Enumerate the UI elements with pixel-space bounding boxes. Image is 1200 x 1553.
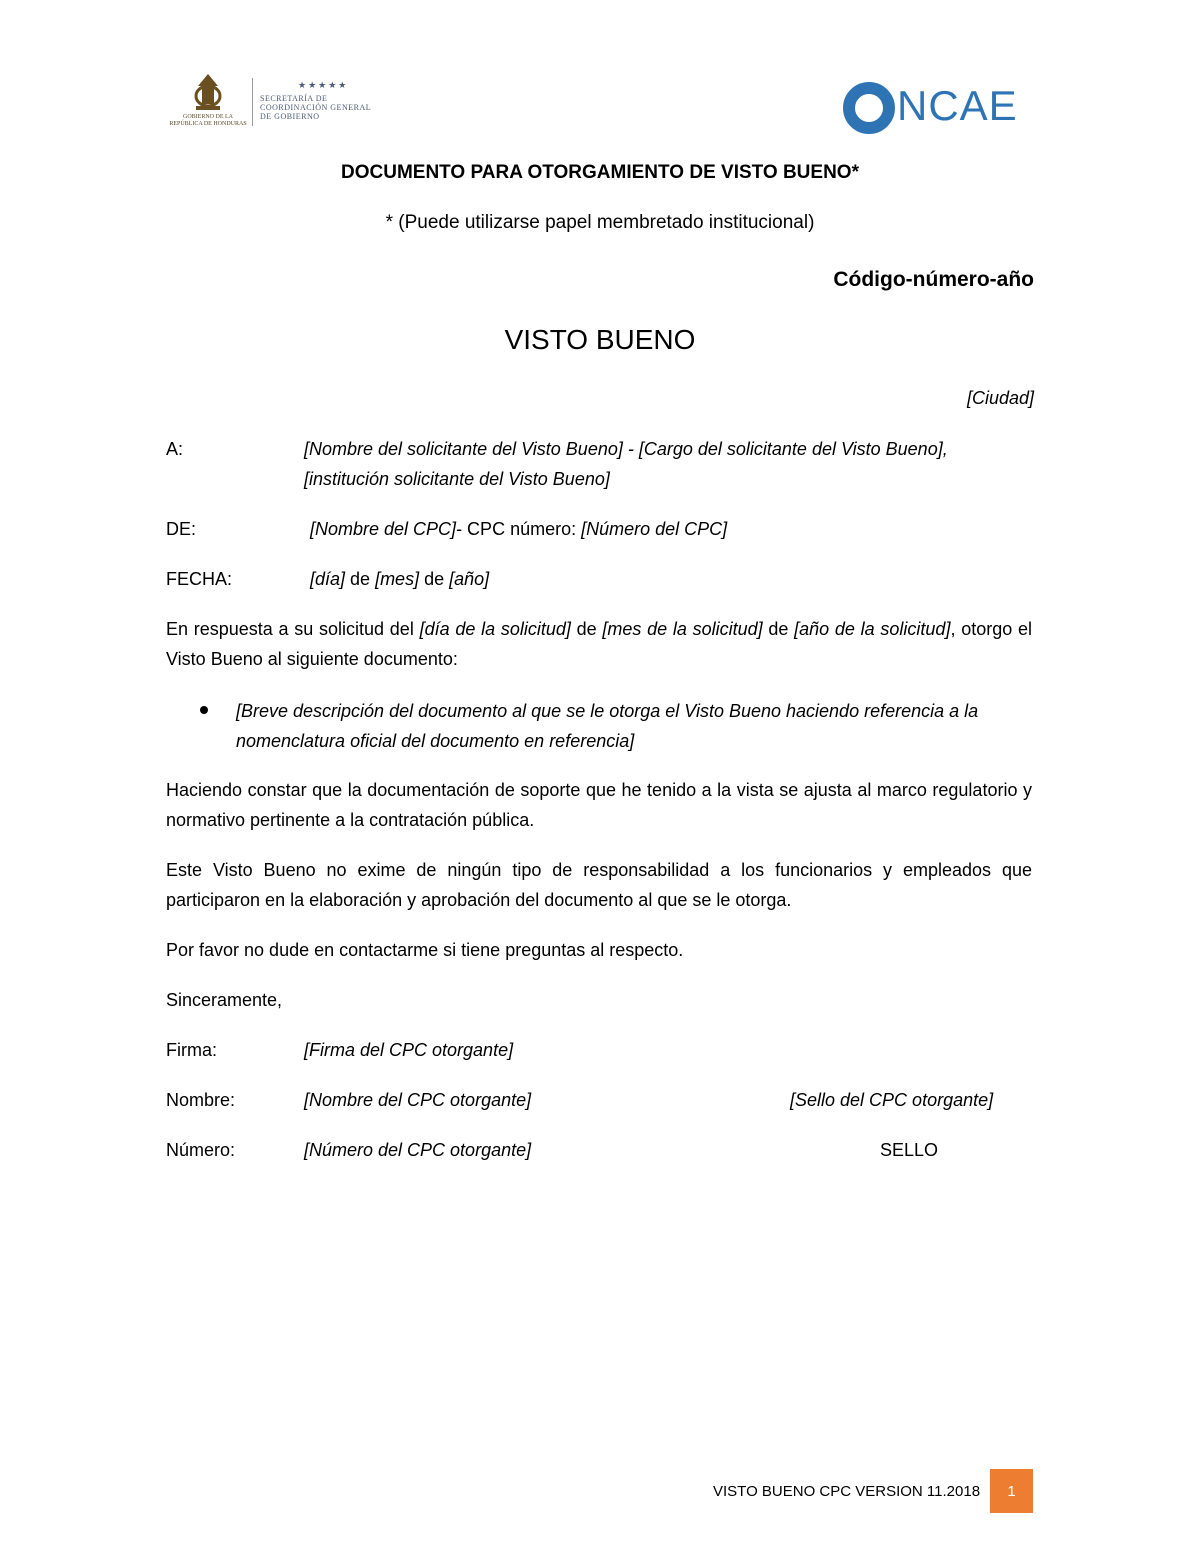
date-day: [día] [310, 569, 346, 589]
secretaria-text: SECRETARÍA DE COORDINACIÓN GENERAL DE GOBIERNO [260, 94, 371, 121]
from-name: [Nombre del CPC] [310, 519, 457, 539]
oncae-logo [843, 82, 1033, 134]
city-field: [Ciudad] [966, 388, 1034, 408]
bullet-item: [Breve descripción del documento al que se le otorga el Visto Bueno haciendo referencia a la nomenclatura oficial del documento en referencia] [236, 701, 979, 751]
date-de2: de [419, 569, 450, 589]
to-label: A: [166, 439, 184, 459]
document-code: Código-número-año [833, 268, 1034, 291]
date-month: [mes] [375, 569, 420, 589]
to-value-line2: [institución solicitante del Visto Bueno] [304, 469, 610, 489]
from-mid: - CPC número: [456, 519, 582, 539]
document-subtitle: * (Puede utilizarse papel membretado institucional) [385, 212, 815, 233]
paragraph-3: Este Visto Bueno no exime de ningún tipo de responsabilidad a los funcionarios y empleados que participaron en la elaboración y aprobación del documento al que se le otorga. [166, 860, 1032, 910]
para1-de2: de [762, 619, 795, 639]
from-label: DE: [166, 519, 197, 539]
date-value [310, 564, 489, 594]
oncae-o-icon [843, 82, 895, 134]
date-label: FECHA: [166, 569, 233, 589]
para1-end: , otorgo el Visto Bueno al siguiente documento: [166, 619, 1032, 669]
from-number: [Número del CPC] [581, 519, 728, 539]
oncae-logo-text: NCAE [897, 82, 1018, 129]
stars-icon: ★★★★★ [298, 80, 349, 90]
footer-version: VISTO BUENO CPC VERSION 11.2018 [713, 1483, 981, 1500]
name-label: Nombre: [166, 1090, 236, 1110]
name-value: [Nombre del CPC otorgante] [304, 1090, 532, 1110]
para1-month: [mes de la solicitud] [602, 619, 763, 639]
government-logo [166, 70, 386, 132]
from-value [310, 514, 727, 544]
paragraph-4: Por favor no dude en contactarme si tiene preguntas al respecto. [166, 940, 684, 960]
seal-text: SELLO [880, 1140, 939, 1160]
date-de1: de [345, 569, 376, 589]
para1-de1: de [570, 619, 603, 639]
to-value-line1: [Nombre del solicitante del Visto Bueno] - [Cargo del solicitante del Visto Bueno], [304, 439, 948, 459]
number-value: [Número del CPC otorgante] [304, 1140, 532, 1160]
paragraph-1 [166, 614, 1032, 674]
number-label: Número: [166, 1140, 236, 1160]
signature-value: [Firma del CPC otorgante] [304, 1040, 514, 1060]
seal-label: [Sello del CPC otorgante] [790, 1090, 994, 1110]
bullet-icon [198, 704, 210, 716]
closing: Sinceramente, [166, 990, 283, 1010]
date-year: [año] [449, 569, 490, 589]
page-number: 1 [1007, 1483, 1016, 1500]
signature-label: Firma: [166, 1040, 217, 1060]
document-title: DOCUMENTO PARA OTORGAMIENTO DE VISTO BUENO* [341, 162, 859, 183]
para1-intro: En respuesta a su solicitud del [166, 619, 420, 639]
logo-divider [252, 78, 253, 126]
government-text: GOBIERNO DE LA REPÚBLICA DE HONDURAS [169, 114, 247, 127]
main-title: VISTO BUENO [504, 324, 696, 355]
para1-day: [día de la solicitud] [419, 619, 571, 639]
coat-of-arms-icon [166, 70, 250, 114]
para1-year: [año de la solicitud] [794, 619, 951, 639]
paragraph-2: Haciendo constar que la documentación de soporte que he tenido a la vista se ajusta al marco regulatorio y normativo pertinente a la contratación pública. [166, 780, 1032, 830]
